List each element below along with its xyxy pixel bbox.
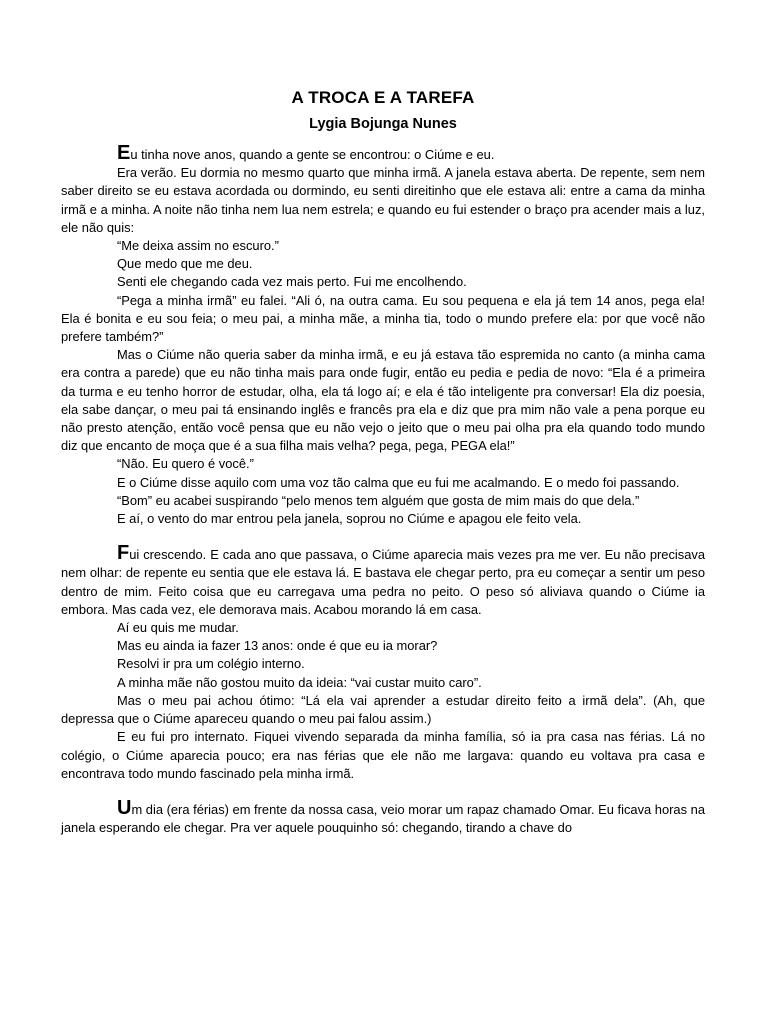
paragraph-text: m dia (era férias) em frente da nossa casa, veio morar um rapaz chamado Omar. Eu ficava horas na janela esperando ele chegar. Pra ver aquele pouquinho só: chegando, tirando a chave do (61, 801, 705, 836)
section-2 (61, 542, 705, 783)
paragraph: Resolvi ir pra um colégio interno. (117, 656, 305, 672)
paragraph-text: ui crescendo. E cada ano que passava, o Ciúme aparecia mais vezes pra me ver. Eu não precisava nem olhar: de repente eu sentia que ele estava lá. E bastava ele chegar perto, pra eu começar a sentir um peso dentro de mim. Feito coisa que eu carregava uma pedra no peito. O peso só aliviava quando o Ciúme ia embora. Mas cada vez, ele demorava mais. Acabou morando lá em casa. (61, 547, 705, 617)
paragraph (61, 542, 705, 619)
paragraph: Era verão. Eu dormia no mesmo quarto que minha irmã. A janela estava aberta. De repente, sem nem saber direito se eu estava acordada ou dormindo, eu senti direitinho que ele estava ali: entre a cama da minha irmã e a minha. A noite não tinha nem lua nem estrela; e quando eu fui estender o braço pra acender mais a luz, ele não quis: (61, 165, 705, 235)
section-3 (61, 796, 705, 837)
section-1 (61, 142, 705, 528)
drop-cap: F (117, 542, 130, 565)
drop-cap: U (117, 796, 132, 819)
paragraph (61, 796, 705, 837)
paragraph: “Me deixa assim no escuro.” (117, 238, 279, 254)
paragraph: “Bom” eu acabei suspirando “pelo menos tem alguém que gosta de mim mais do que dela.” (117, 492, 640, 508)
paragraph: E o Ciúme disse aquilo com uma voz tão calma que eu fui me acalmando. E o medo foi passando. (117, 474, 680, 490)
paragraph: Mas o meu pai achou ótimo: “Lá ela vai aprender a estudar direito feito a irmã dela”. (Ah, que depressa que o Ciúme apareceu quando o meu pai falou assim.) (61, 692, 705, 727)
paragraph: A minha mãe não gostou muito da ideia: “vai custar muito caro”. (117, 674, 482, 690)
paragraph: “Pega a minha irmã” eu falei. “Ali ó, na outra cama. Eu sou pequena e ela já tem 14 anos, pega ela! Ela é bonita e eu sou feia; o meu pai, a minha mãe, a minha tia, todo o mundo prefere ela: por que você não prefere também?” (61, 292, 705, 345)
paragraph (61, 142, 705, 164)
paragraph: E aí, o vento do mar entrou pela janela, soprou no Ciúme e apagou ele feito vela. (117, 511, 582, 527)
paragraph: Aí eu quis me mudar. (117, 620, 239, 636)
paragraph: Senti ele chegando cada vez mais perto. Fui me encolhendo. (117, 274, 467, 290)
drop-cap: E (117, 142, 131, 164)
paragraph-text: u tinha nove anos, quando a gente se encontrou: o Ciúme e eu. (130, 147, 495, 162)
paragraph: “Não. Eu quero é você.” (117, 456, 254, 472)
paragraph: Mas o Ciúme não queria saber da minha irmã, e eu já estava tão espremida no canto (a minha cama era contra a parede) que eu não tinha mais para onde fugir, então eu pedia e pedia de novo: “Ela é a primeira da turma e eu tenho horror de estudar, olha, ela tá logo aí; e ela é tão inteligente pra conversar! Ela diz poesia, ela sabe dançar, o meu pai tá ensinando inglês e francês pra ela e diz que pra mim não vale a pena porque eu não presto atenção, então você pensa que eu não vejo o jeito que o meu pai olha pra ela quando todo mundo diz que encanto de moça que é a sua filha mais velha? pega, pega, PEGA ela!” (61, 347, 705, 454)
document-title: A TROCA E A TAREFA (291, 88, 475, 107)
paragraph: Que medo que me deu. (117, 256, 253, 272)
paragraph: E eu fui pro internato. Fiquei vivendo separada da minha família, só ia pra casa nas férias. Lá no colégio, o Ciúme aparecia pouco; era nas férias que ele não me largava: quando eu voltava pra casa e encontrava todo mundo fascinado pela minha irmã. (61, 729, 705, 781)
document-author: Lygia Bojunga Nunes (309, 116, 457, 132)
paragraph: Mas eu ainda ia fazer 13 anos: onde é que eu ia morar? (117, 638, 438, 654)
